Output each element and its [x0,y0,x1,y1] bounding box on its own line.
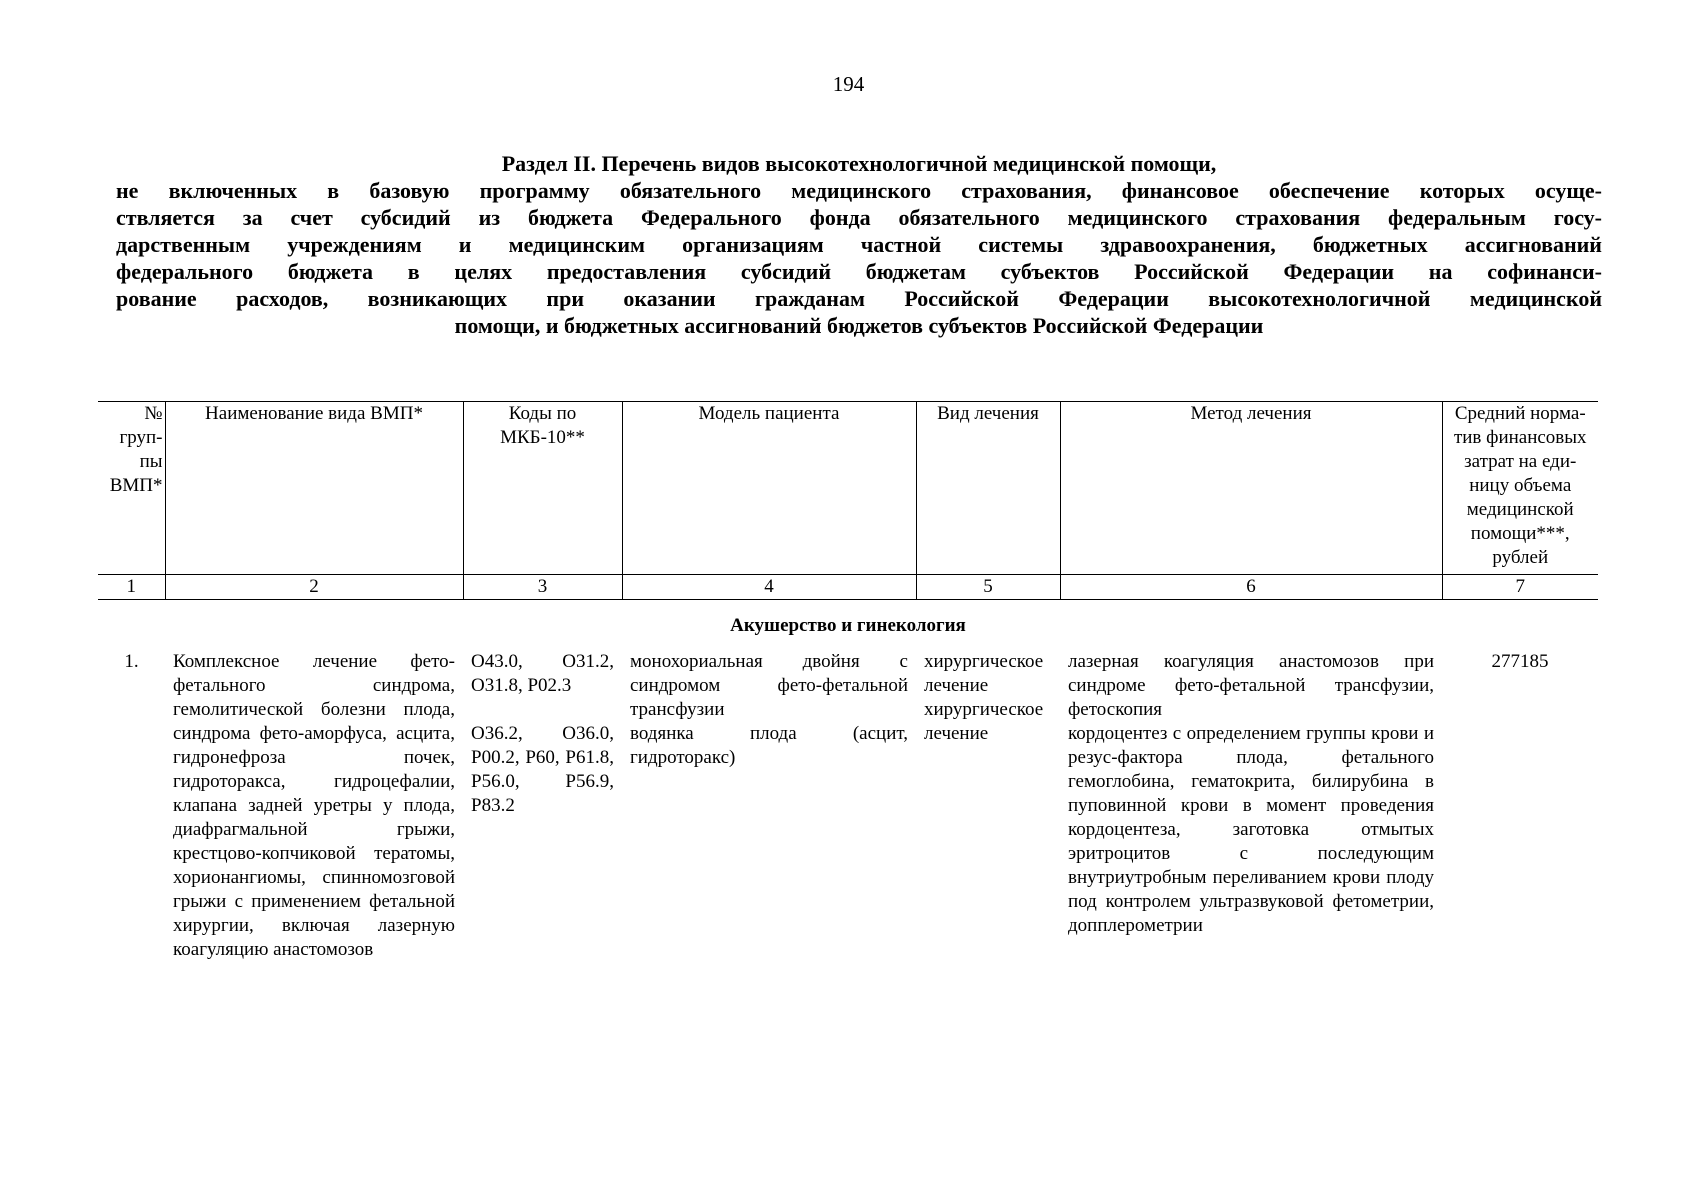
section-heading: Акушерство и гинекология [730,615,966,636]
table-row [98,650,1598,962]
column-number: 1 [98,575,165,600]
row-treatment-method [1060,650,1442,962]
title-line: рование расходов, возникающих при оказании гражданам Российской Федерации высокотехнологичной медицинской [116,286,1602,311]
row-treatment-type [916,650,1060,962]
treatment-item: хирургическое лечение [924,699,1044,744]
column-number: 2 [165,575,463,600]
header-average-cost: Средний норма-тив финансовых затрат на еди-ницу объема медицинской помощи***, рублей [1442,402,1598,575]
header-vmp-name: Наименование вида ВМП* [165,402,463,575]
column-number: 4 [622,575,916,600]
title-line: ствляется за счет субсидий из бюджета Федерального фонда обязательного медицинского страхования федеральным госу- [116,205,1602,230]
model-item: водянка плода (асцит, гидроторакс) [630,723,908,768]
row-patient-model [622,650,916,962]
title-line: помощи, и бюджетных ассигнований бюджетов субъектов Российской Федерации [454,313,1264,338]
title-line: федерального бюджета в целях предоставления субсидий бюджетам субъектов Российской Федерации на софинанси- [116,259,1602,284]
codes-group: O43.0, O31.2, O31.8, P02.3 [471,651,614,696]
column-number: 6 [1060,575,1442,600]
header-group-number: № груп-пы ВМП* [98,402,165,575]
treatment-item: хирургическое лечение [924,651,1044,696]
column-number: 7 [1442,575,1598,600]
title-line: не включенных в базовую программу обязательного медицинского страхования, финансовое обеспечение которых осуще- [116,178,1602,203]
header-treatment-method: Метод лечения [1060,402,1442,575]
page-number: 194 [832,72,865,96]
row-average-cost: 277185 [1491,651,1549,672]
header-icd-codes: Коды по МКБ-10** [463,402,622,575]
header-treatment-type: Вид лечения [916,402,1060,575]
title-line: дарственным учреждениям и медицинским организациям частной системы здравоохранения, бюджетных ассигнований [116,232,1602,257]
method-item: кордоцентез с определением группы крови и резус-фактора плода, фетального гемоглобина, гематокрита, билирубина в пуповинной крови в момент проведения кордоцентеза, заготовка отмытых эритроцитов с последующим внутриутробным переливанием крови плоду под контролем ультразвуковой фетометрии, допплерометрии [1068,723,1434,936]
column-number: 3 [463,575,622,600]
row-vmp-name: Комплексное лечение фето-фетального синдрома, гемолитической болезни плода, синдрома фето-аморфуса, асцита, гидронефроза почек, гидроторакса, гидроцефалии, клапана задней уретры у плода, диафрагмальной грыжи, крестцово-копчиковой тератомы, хорионангиомы, спинномозговой грыжи с применением фетальной хирургии, включая лазерную коагуляцию анастомозов [173,651,455,960]
title-line: Раздел II. Перечень видов высокотехнологичной медицинской помощи, [501,151,1217,176]
row-number: 1. [124,651,139,672]
model-item: монохориальная двойня с синдромом фето-фетальной трансфузии [630,651,908,720]
section-title [116,150,1602,339]
codes-group: O36.2, O36.0, P00.2, P60, P61.8, P56.0, P56.9, P83.2 [471,723,614,816]
row-icd-codes [463,650,622,962]
header-patient-model: Модель пациента [622,402,916,575]
method-item: лазерная коагуляция анастомозов при синдроме фето-фетальной трансфузии, фетоскопия [1068,651,1434,720]
vmp-table [98,401,1598,962]
column-number: 5 [916,575,1060,600]
